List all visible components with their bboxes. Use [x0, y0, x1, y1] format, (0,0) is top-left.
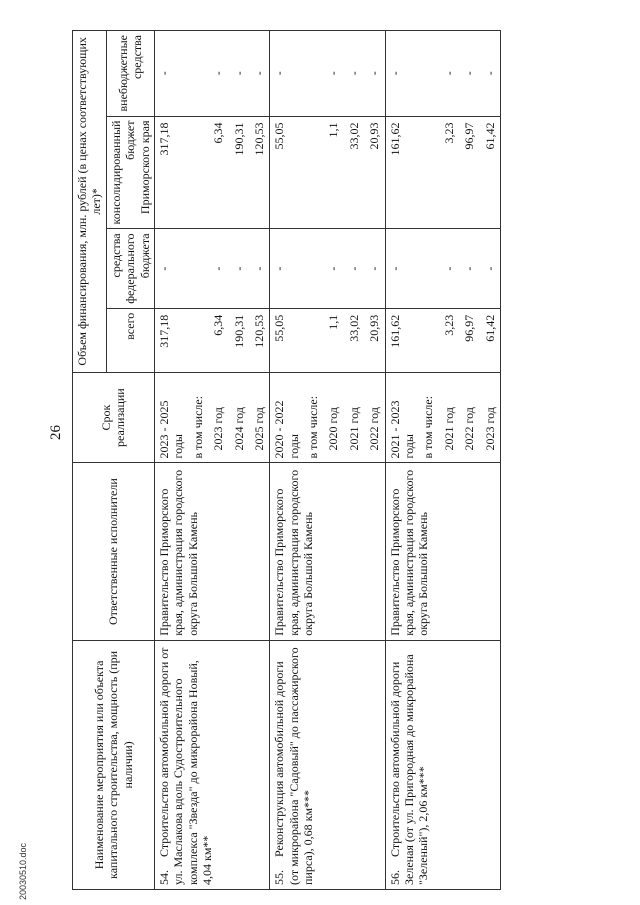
row-index: 56. [387, 870, 402, 885]
total-cell: 55,05 [270, 308, 303, 372]
year-label: 2023 год [480, 372, 501, 463]
year-regional: 20,93 [364, 116, 385, 229]
term-cell: 2020 - 2022 годы [270, 372, 303, 463]
header-total: всего [106, 308, 154, 372]
year-regional: 6,34 [208, 116, 228, 229]
project-name: Реконструкция автомобильной дороги (от микрорайона "Садовый" до пассажирского пирса), 0,68 км*** [272, 647, 316, 885]
sub-label: в том числе: [188, 372, 208, 463]
rotated-table-container [72, 30, 627, 890]
extra-cell: - [385, 31, 418, 117]
regional-cell: 161,62 [385, 116, 418, 229]
header-extra: внебюджетные средства [106, 31, 154, 117]
year-extra: - [459, 31, 479, 117]
year-regional: 61,42 [480, 116, 501, 229]
regional-cell: 55,05 [270, 116, 303, 229]
total-cell: 317,18 [154, 308, 187, 372]
year-federal: - [323, 229, 343, 308]
federal-cell: - [385, 229, 418, 308]
row-index: 55. [272, 870, 287, 885]
year-total: 6,34 [208, 308, 228, 372]
extra-cell: - [154, 31, 187, 117]
year-extra: - [323, 31, 343, 117]
year-label: 2021 год [439, 372, 459, 463]
funding-table [72, 30, 501, 890]
year-label: 2021 год [344, 372, 364, 463]
header-name: Наименование мероприятия или объекта капитального строительства, мощность (при наличии) [73, 640, 155, 889]
table-row [270, 31, 303, 890]
year-extra: - [439, 31, 459, 117]
total-cell: 161,62 [385, 308, 418, 372]
year-label: 2022 год [459, 372, 479, 463]
year-regional: 96,97 [459, 116, 479, 229]
year-federal: - [364, 229, 385, 308]
page-number: 26 [48, 425, 64, 440]
year-label: 2020 год [323, 372, 343, 463]
year-total: 120,53 [249, 308, 270, 372]
row-index: 54. [156, 870, 171, 885]
year-extra: - [208, 31, 228, 117]
extra-cell: - [270, 31, 303, 117]
executor-cell: Правительство Приморского края, администрация городского округа Большой Камень [154, 463, 269, 640]
sub-label: в том числе: [418, 372, 438, 463]
year-federal: - [439, 229, 459, 308]
year-federal: - [249, 229, 270, 308]
year-total: 61,42 [480, 308, 501, 372]
term-cell: 2021 - 2023 годы [385, 372, 418, 463]
year-federal: - [229, 229, 249, 308]
header-federal: средства федерального бюджета [106, 229, 154, 308]
year-extra: - [249, 31, 270, 117]
project-name: Строительство автомобильной дороги от ул. Маслакова вдоль Судостроительного комплекса "Звезда" до микрорайона Новый, 4,04 км** [156, 647, 215, 885]
executor-cell: Правительство Приморского края, администрация городского округа Большой Камень [270, 463, 385, 640]
year-regional: 1,1 [323, 116, 343, 229]
table-row [385, 31, 418, 890]
table-body [154, 31, 500, 890]
year-federal: - [344, 229, 364, 308]
project-name-cell [385, 640, 500, 889]
year-federal: - [208, 229, 228, 308]
table-row [154, 31, 187, 890]
project-name: Строительство автомобильной дороги Зеленая (от ул. Пригородная до микрорайона "Зеленый"), 2,06 км*** [387, 654, 431, 885]
header-executors: Ответственные исполнители [73, 463, 155, 640]
year-extra: - [344, 31, 364, 117]
executor-cell: Правительство Приморского края, администрация городского округа Большой Камень [385, 463, 500, 640]
year-label: 2024 год [229, 372, 249, 463]
year-label: 2022 год [364, 372, 385, 463]
sub-label: в том числе: [303, 372, 323, 463]
year-federal: - [459, 229, 479, 308]
year-total: 96,97 [459, 308, 479, 372]
project-name-cell [154, 640, 269, 889]
year-regional: 190,31 [229, 116, 249, 229]
year-regional: 33,02 [344, 116, 364, 229]
year-regional: 120,53 [249, 116, 270, 229]
regional-cell: 317,18 [154, 116, 187, 229]
year-extra: - [364, 31, 385, 117]
project-name-cell [270, 640, 385, 889]
header-term: Срок реализации [73, 372, 155, 463]
term-cell: 2023 - 2025 годы [154, 372, 187, 463]
header-regional: консолидированный бюджет Приморского края [106, 116, 154, 229]
year-total: 1,1 [323, 308, 343, 372]
federal-cell: - [154, 229, 187, 308]
footer-filename: 20030510.doc [18, 842, 28, 900]
year-regional: 3,23 [439, 116, 459, 229]
year-total: 3,23 [439, 308, 459, 372]
year-federal: - [480, 229, 501, 308]
year-label: 2025 год [249, 372, 270, 463]
header-funding-group: Объем финансирования, млн. рублей (в ценах соответствующих лет)* [73, 31, 107, 373]
year-extra: - [229, 31, 249, 117]
federal-cell: - [270, 229, 303, 308]
year-extra: - [480, 31, 501, 117]
year-total: 20,93 [364, 308, 385, 372]
year-total: 190,31 [229, 308, 249, 372]
year-total: 33,02 [344, 308, 364, 372]
year-label: 2023 год [208, 372, 228, 463]
